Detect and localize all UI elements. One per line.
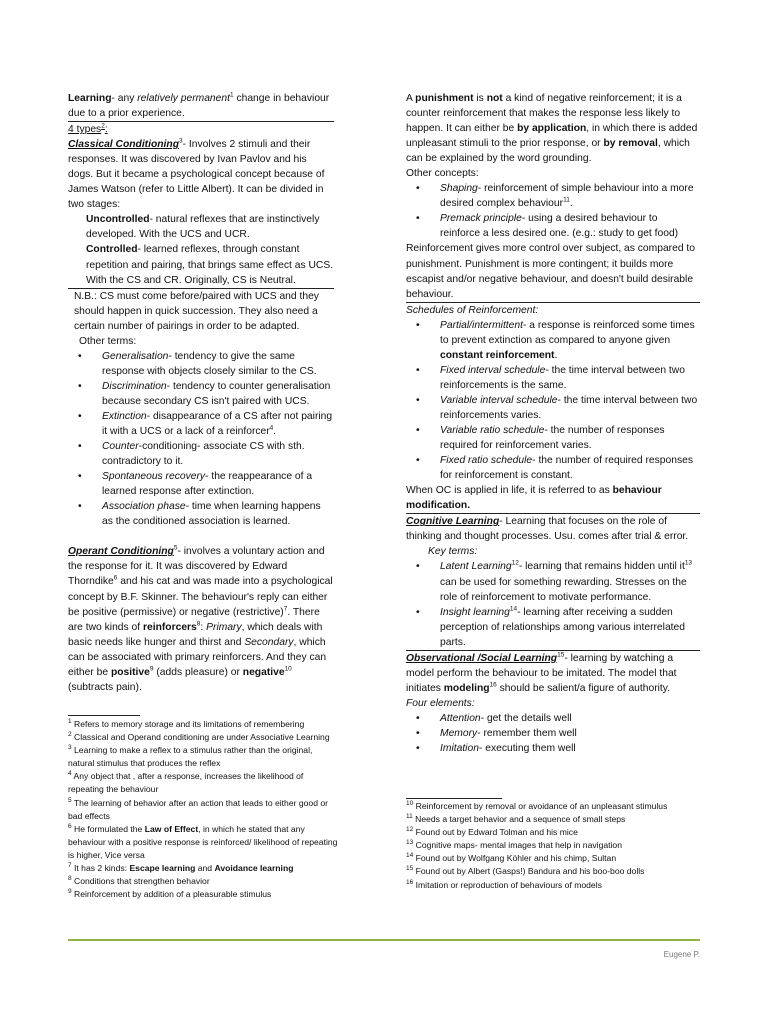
- footnote-separator: [68, 715, 140, 716]
- list-item: [68, 379, 334, 409]
- text: should be salient/a figure of authority.: [496, 682, 671, 694]
- text: Any object that , after a response, increases the likelihood of repeating the behaviour: [68, 771, 304, 795]
- text: - learning by watching a model perform the behaviour to be imitated. The model that initiates: [406, 652, 677, 694]
- list-item: [406, 559, 700, 604]
- list-item: [406, 726, 700, 741]
- punishment-paragraph: [406, 91, 700, 166]
- footnote-number: 14: [406, 852, 414, 860]
- operant-conditioning-paragraph: [68, 544, 334, 694]
- term: Fixed interval schedule: [440, 364, 546, 376]
- list-item: [406, 605, 700, 651]
- page-bottom-rule: [68, 939, 700, 941]
- text: and: [195, 863, 215, 874]
- text: Reinforcement by addition of a pleasurable stimulus: [71, 889, 272, 900]
- text: - disappearance of a CS after not pairing it with a UCS or a lack of a reinforcer: [102, 410, 333, 438]
- list-item: [68, 349, 334, 379]
- term: by removal: [603, 138, 658, 150]
- footnote-number: 9: [68, 888, 72, 896]
- term: Variable ratio schedule: [440, 425, 545, 437]
- text: - time when learning happens as the conditioned association is learned.: [102, 501, 321, 528]
- other-terms-list: [68, 349, 334, 530]
- text: Conditions that strengthen behavior: [71, 876, 210, 887]
- footnote: [68, 770, 340, 796]
- text: - executing them well: [478, 743, 576, 755]
- term: Law of Effect: [144, 823, 199, 834]
- term: Primary: [206, 621, 242, 633]
- term: Variable interval schedule: [440, 394, 558, 406]
- text: When OC is applied in life, it is referred to as: [406, 485, 613, 497]
- footnote: [68, 744, 340, 770]
- term: constant reinforcement: [440, 349, 555, 361]
- footnote: [406, 865, 702, 878]
- footnote: [406, 800, 702, 813]
- footnote-number: 6: [68, 822, 72, 830]
- behaviour-modification-line: [406, 483, 700, 514]
- text: Cognitive maps- mental images that help in navigation: [413, 840, 622, 851]
- footnote-separator: [406, 798, 502, 799]
- footnote-number: 12: [406, 826, 414, 834]
- term: Secondary: [244, 636, 294, 648]
- text: Found out by Albert (Gasps!) Bandura and his boo-boo dolls: [413, 866, 645, 877]
- footnote-ref: 3: [179, 137, 183, 145]
- text: , in which there is added unpleasant stimuli to the prior response, or: [406, 123, 698, 150]
- list-item: [68, 439, 334, 469]
- text: - remember them well: [477, 727, 577, 739]
- four-elements-heading: Four elements:: [406, 697, 475, 709]
- footnote: [68, 718, 340, 731]
- term: modeling: [443, 682, 490, 694]
- term: Partial/intermittent: [440, 319, 523, 331]
- term: Discrimination: [102, 380, 167, 392]
- nb-note: N.B.: CS must come before/paired with UCS and they should happen in quick succession. They also need a certain number of pairings in order to be adapted.: [74, 290, 319, 332]
- footnote-ref: 12: [511, 560, 519, 568]
- term: Association phase: [102, 501, 186, 513]
- text: - get the details well: [480, 712, 572, 724]
- footnote-ref: 4: [269, 424, 274, 432]
- four-elements-label: [406, 696, 700, 711]
- term: Avoidance learning: [214, 863, 294, 874]
- text: - any: [111, 93, 138, 104]
- uncontrolled-stage: [68, 212, 334, 242]
- footnote-number: 13: [406, 839, 414, 847]
- footnote-number: 7: [68, 862, 72, 870]
- footnote-number: 3: [68, 744, 72, 752]
- text: - reinforcement of simple behaviour into a more desired complex behaviour: [440, 183, 694, 210]
- footnote: [68, 862, 340, 875]
- footnote-number: 5: [68, 796, 72, 804]
- term: Counter: [102, 441, 139, 453]
- footnote-ref: 13: [684, 560, 693, 568]
- observational-learning-title: Observational /Social Learning: [406, 652, 558, 664]
- text: - learned reflexes, through constant repetition and pairing, that brings same effect as UCS. With the CS and CR. Originally, CS is Neutral.: [86, 244, 334, 286]
- controlled-stage: [68, 242, 334, 288]
- term: Premack principle: [440, 213, 522, 225]
- footnote-ref: 8: [196, 620, 201, 628]
- list-item: [406, 741, 700, 756]
- text: Imitation or reproduction of behaviours of models: [413, 879, 602, 890]
- text: A: [406, 93, 416, 104]
- learning-definition: [68, 91, 334, 122]
- term: Latent Learning: [440, 561, 512, 573]
- footnote-number: 11: [406, 813, 413, 821]
- list-item: [406, 423, 700, 453]
- term: Escape learning: [129, 863, 196, 874]
- list-item: [406, 318, 700, 363]
- text: - the number of required responses for reinforcement is constant.: [440, 455, 693, 482]
- other-terms-label: Other terms:: [79, 335, 137, 347]
- footnote: [406, 879, 702, 892]
- term: Extinction: [102, 410, 147, 422]
- footnote-ref: 14: [509, 605, 518, 613]
- spacer: [68, 529, 334, 544]
- footnote-ref: 10: [284, 665, 292, 673]
- footnote: [406, 826, 702, 839]
- text: (subtracts pain).: [68, 681, 142, 693]
- term: Insight learning: [440, 606, 510, 618]
- term: Spontaneous recovery: [102, 471, 206, 483]
- text: - natural reflexes that are instinctively developed. With the UCS and UCR.: [86, 214, 320, 241]
- term: Attention: [440, 712, 481, 724]
- text: , which can be explained by the word grounding.: [406, 138, 690, 165]
- schedules-list: [406, 318, 700, 484]
- term: Generalisation: [102, 350, 169, 362]
- left-column: [68, 91, 334, 695]
- text: , in which he stated that any behaviour with a positive response is reinforced/ likelihood of repeating is higher, Vice versa: [68, 823, 338, 860]
- key-terms-heading: Key terms:: [428, 546, 478, 558]
- text: He formulated the: [71, 823, 145, 834]
- schedules-label: [406, 303, 700, 318]
- text: - learning after receiving a sudden perception of relationships among various interrelated parts.: [440, 606, 685, 648]
- text: - the reappearance of a learned response after extinction.: [102, 471, 313, 498]
- text: - the number of responses required for reinforcement varies.: [440, 425, 665, 452]
- text: change in behaviour due to a prior experience.: [68, 93, 330, 120]
- footnote: [68, 797, 340, 823]
- text: a kind of negative reinforcement; it is a counter reinforcement that makes the response less likely to happen. It can either be: [406, 93, 682, 135]
- footnote: [68, 875, 340, 888]
- text: Refers to memory storage and its limitations of remembering: [71, 719, 305, 729]
- reinforcement-paragraph: Reinforcement gives more control over subject, as compared to punishment. Punishment is more contingent; it builds more escapist and/or negative behaviour, and doesn't build desirable behaviour.: [406, 241, 700, 302]
- term: Imitation: [440, 743, 479, 755]
- text: and his cat and was made into a psychological concept by B.F. Skinner. The behaviour's reply can either be positive (permissive) or negative (restrictive): [68, 576, 333, 618]
- list-item: [406, 181, 700, 211]
- term: positive: [110, 666, 150, 678]
- text: - using a desired behaviour to reinforce a less desired one. (e.g.: study to get food): [440, 213, 679, 240]
- term: behaviour modification.: [406, 485, 662, 512]
- text: (adds pleasure) or: [153, 666, 243, 678]
- list-item: [406, 711, 700, 726]
- text: can be used for something rewarding. Stresses on the role of reinforcement to motivate performance.: [440, 576, 687, 603]
- text: .: [569, 198, 573, 210]
- footnote-number: 8: [68, 875, 72, 883]
- footnote-number: 1: [68, 718, 72, 726]
- types-label: 4 types: [68, 124, 102, 136]
- text: relatively permanent: [137, 93, 230, 104]
- footnote-ref: 15: [557, 651, 565, 659]
- key-terms-label: [406, 544, 700, 559]
- text: - Learning that focuses on the role of thinking and thought processes. Usu. comes after trial & error.: [406, 516, 689, 543]
- other-concepts-label: Other concepts:: [406, 168, 479, 180]
- elements-list: [406, 711, 700, 756]
- right-footnotes: [406, 798, 702, 892]
- footnote: [406, 813, 702, 826]
- classical-conditioning-title: Classical Conditioning: [68, 139, 179, 151]
- cognitive-learning-paragraph: [406, 514, 700, 544]
- left-footnotes: [68, 715, 340, 901]
- list-item: [68, 499, 334, 529]
- footnote-ref: 1: [229, 91, 234, 99]
- footnote-number: 15: [406, 865, 414, 873]
- learning-term: Learning: [68, 93, 112, 104]
- footnote: [68, 823, 340, 862]
- text: -conditioning- associate CS with sth. contradictory to it.: [102, 441, 305, 468]
- footnote-ref: 11: [563, 196, 570, 204]
- classical-conditioning-paragraph: [68, 137, 334, 212]
- cognitive-terms-list: [406, 559, 700, 650]
- text: .: [554, 349, 558, 361]
- text: Classical and Operand conditioning are under Associative Learning: [71, 732, 330, 743]
- footnote-ref: 6: [113, 575, 118, 583]
- text: Found out by Wolfgang Köhler and his chimp, Sultan: [413, 853, 617, 864]
- footnote-ref: 16: [489, 681, 497, 689]
- text: - the time interval between two reinforcements is the same.: [440, 364, 685, 391]
- footnote-number: 10: [406, 800, 414, 808]
- text: - the time interval between two reinforcements varies.: [440, 394, 698, 421]
- footnote-ref: 2: [101, 122, 105, 130]
- text: - tendency to counter generalisation because secondary CS isn't paired with UCS.: [102, 380, 331, 407]
- term: negative: [242, 666, 285, 678]
- text: , which deals with basic needs like hunger and thirst and: [68, 621, 323, 648]
- operant-conditioning-title: Operant Conditioning: [68, 546, 174, 558]
- footnote-ref: 5: [173, 544, 178, 552]
- list-item: [406, 363, 700, 393]
- term: reinforcers: [142, 621, 197, 633]
- list-item: • Extinction- disappearance of a CS after not pairing it with a UCS or a lack of a reinforcer$^4$.: [68, 409, 334, 439]
- text: - involves a voluntary action and the response for it. It was discovered by Edward Thorndike: [68, 546, 325, 588]
- observational-learning-paragraph: [406, 651, 700, 696]
- text: :: [200, 621, 207, 633]
- types-heading: [68, 122, 334, 137]
- right-column: [406, 91, 700, 756]
- term: Controlled: [86, 244, 138, 256]
- footnote: [406, 839, 702, 852]
- text: Learning to make a reflex to a stimulus rather than the original, natural stimulus that produces the reflex: [68, 745, 313, 769]
- text: - Involves 2 stimuli and their responses. It was discovered by Ivan Pavlov and his dogs. But it became a psychological concept because of James Watson (refer to Little Albert). It can be divided in two stages:: [68, 139, 325, 211]
- footnote-number: 2: [68, 731, 72, 739]
- footer-author: Eugene P.: [663, 950, 700, 959]
- text: - a response is reinforced some times to prevent extinction as compared to anyone given: [440, 319, 695, 346]
- cognitive-learning-title: Cognitive Learning: [406, 516, 500, 528]
- list-item: [406, 211, 700, 241]
- footnote-ref: 9: [149, 665, 154, 673]
- concepts-list: [406, 181, 700, 241]
- term: Uncontrolled: [86, 214, 150, 226]
- text: Needs a target behavior and a sequence of small steps: [412, 814, 626, 825]
- schedules-heading: Schedules of Reinforcement:: [406, 304, 539, 316]
- list-item: [68, 469, 334, 499]
- text: It has 2 kinds:: [71, 863, 130, 874]
- text: Found out by Edward Tolman and his mice: [413, 827, 578, 838]
- footnote: [68, 888, 340, 901]
- text: The learning of behavior after an action that leads to either good or bad effects: [68, 797, 329, 821]
- footnote: [406, 852, 702, 865]
- list-item: [406, 453, 700, 483]
- list-item: [406, 393, 700, 423]
- footnote-number: 4: [68, 770, 72, 778]
- term: punishment: [415, 93, 474, 104]
- term: Fixed ratio schedule: [440, 455, 533, 467]
- text: - tendency to give the same response with objects closely similar to the CS.: [102, 350, 317, 377]
- term: Shaping: [440, 183, 478, 195]
- footnote: [68, 731, 340, 744]
- text: . There are two kinds of: [68, 606, 320, 633]
- term: Memory: [440, 727, 478, 739]
- text: Reinforcement by removal or avoidance of an unpleasant stimulus: [413, 801, 668, 811]
- term: by application: [517, 123, 587, 135]
- footnote-ref: 7: [283, 605, 288, 613]
- term: not: [486, 93, 503, 104]
- footnote-number: 16: [406, 878, 414, 886]
- text: is: [473, 93, 487, 104]
- text: , which can be associated with primary reinforcers. And they can either be: [68, 636, 327, 678]
- text: :: [104, 124, 108, 136]
- text: - learning that remains hidden until it: [518, 561, 685, 573]
